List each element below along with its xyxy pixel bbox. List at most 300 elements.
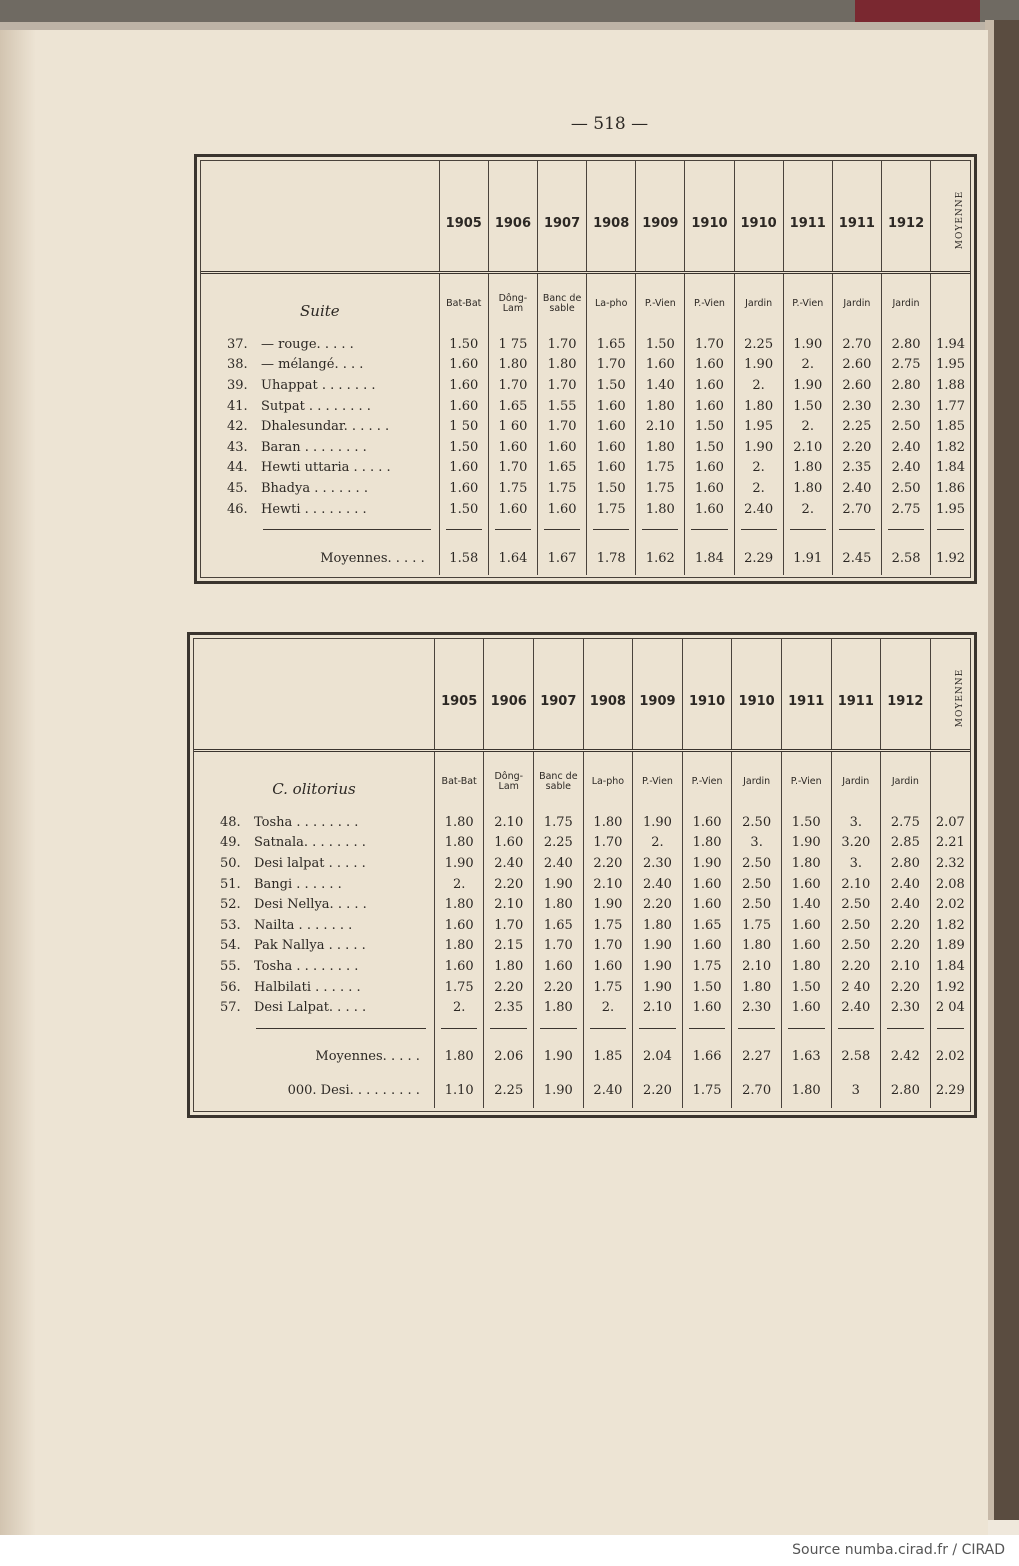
row-name: Baran . . . . . . . . [261,439,367,455]
place-header: Jardin [832,273,881,335]
table-row [201,334,970,355]
table-cell: 1.60 [636,355,685,376]
table-cell: 1.95 [931,355,970,376]
average-row [194,1040,970,1074]
row-name: Tosha . . . . . . . . [254,814,359,830]
table-cell: 1.70 [537,416,586,437]
table-cell: 1.88 [931,375,970,396]
table-cell: 1.89 [930,936,970,957]
table-cell: 1.60 [488,437,537,458]
table-cell: 1.50 [587,478,636,499]
table-cell: 2.70 [832,334,881,355]
row-name: Desi lalpat . . . . . [254,855,366,871]
table-cell: 2.35 [832,458,881,479]
table-cell: 2.50 [881,416,930,437]
table-cell: 1.80 [537,355,586,376]
table-cell: 1.90 [534,874,584,895]
table-c-olitorius [187,632,977,1118]
place-header: Jardin [881,751,931,813]
average-cell: 1.90 [534,1040,584,1074]
average-cell: 3 [831,1074,881,1108]
table-row [194,812,970,833]
table-cell: 1.70 [534,936,584,957]
table-row [201,416,970,437]
table-cell: 2.20 [534,977,584,998]
average-cell: 1.58 [439,541,488,575]
row-number: 39. [227,377,248,393]
row-name: Pak Nallya . . . . . [254,938,366,954]
table-cell: 1.60 [781,997,831,1018]
average-cell: 1.67 [537,541,586,575]
average-cell: 2.29 [734,541,783,575]
year-header: 1911 [781,639,831,751]
year-header: 1909 [633,639,683,751]
year-header: 1910 [682,639,732,751]
average-cell: 1.78 [587,541,636,575]
table-cell: 1.82 [931,437,970,458]
row-number: 45. [227,480,248,496]
table-cell: 1.86 [931,478,970,499]
place-header: P.-Vien [783,273,832,335]
place-header: P.-Vien [682,751,732,813]
average-label: Moyennes. . . . . [320,550,425,566]
table-cell: 1.60 [537,499,586,520]
moyenne-header-cell [930,639,970,751]
table-cell: 1.40 [636,375,685,396]
row-label [194,956,434,977]
place-header: P.-Vien [685,273,734,335]
table-cell: 1.60 [439,396,488,417]
table-cell: 1.80 [636,499,685,520]
table-cell: 1.80 [781,853,831,874]
table-cell: 1.90 [583,894,633,915]
table-cell: 1.55 [537,396,586,417]
page-number: — 518 — [570,114,649,134]
row-name: — rouge. . . . . [261,336,354,352]
place-header-row [201,273,970,335]
average-cell: 2.20 [633,1074,683,1108]
separator-rule [732,1018,782,1040]
table-row [201,499,970,520]
separator-rule [734,519,783,541]
table-cell: 1.90 [633,936,683,957]
table-cell: 1.75 [488,478,537,499]
average-cell: 1.10 [434,1074,484,1108]
table-cell: 2.40 [881,437,930,458]
row-name: Dhalesundar. . . . . . [261,419,390,435]
table-cell: 1.82 [930,915,970,936]
row-name: Uhappat . . . . . . . [261,377,376,393]
table-cell: 2. [783,499,832,520]
table-cell: 1.60 [682,936,732,957]
table-cell: 1.40 [781,894,831,915]
book-fore-edge [985,20,1019,1520]
row-name: Hewti . . . . . . . . [261,501,367,517]
table-cell: 1.90 [734,437,783,458]
separator-rule [583,1018,633,1040]
separator-rule [636,519,685,541]
table-cell: 2.21 [930,833,970,854]
year-header: 1906 [484,639,534,751]
row-name: Nailta . . . . . . . [254,917,353,933]
table-cell: 1.60 [434,956,484,977]
year-header: 1911 [783,161,832,273]
table-cell: 2.80 [881,334,930,355]
row-number: 56. [220,979,241,995]
table-cell: 2.40 [734,499,783,520]
table-cell: 1.65 [488,396,537,417]
row-label [201,437,439,458]
table-cell: 1.70 [488,375,537,396]
place-header-blank [931,273,970,335]
table-cell: 2.10 [633,997,683,1018]
table-row [201,355,970,376]
table-cell: 1.75 [682,956,732,977]
table-row [194,833,970,854]
table-cell: 1.75 [636,478,685,499]
place-header: Banc de sable [534,751,584,813]
row-label [201,396,439,417]
table-cell: 1.60 [685,396,734,417]
table-row [194,977,970,998]
year-header: 1907 [534,639,584,751]
row-label [194,874,434,895]
table-cell: 1.70 [537,375,586,396]
table-cell: 1.80 [583,812,633,833]
separator-rule [783,519,832,541]
table-row [201,458,970,479]
table-cell: 2. [734,478,783,499]
table-cell: 1.90 [734,355,783,376]
table-cell: 2.35 [484,997,534,1018]
table-row [201,375,970,396]
table-cell: 1.50 [439,499,488,520]
table-cell: 1.60 [537,437,586,458]
table-cell: 1.60 [587,458,636,479]
average-cell: 2.45 [832,541,881,575]
year-header: 1908 [587,161,636,273]
data-table [201,161,970,575]
header-blank [201,161,439,273]
row-label [194,894,434,915]
table-cell: 2.30 [832,396,881,417]
table-cell: 2.20 [484,874,534,895]
table-cell: 1.80 [636,396,685,417]
table-cell: 1.70 [685,334,734,355]
separator-rule [194,1018,434,1040]
row-number: 54. [220,938,241,954]
place-header: P.-Vien [633,751,683,813]
separator-row [201,519,970,541]
table-row [194,936,970,957]
table-cell: 1.70 [583,833,633,854]
table-cell: 1.80 [734,396,783,417]
table-cell: 2.25 [734,334,783,355]
table-cell: 1 60 [488,416,537,437]
table-cell: 1.80 [783,458,832,479]
table-cell: 2.20 [881,915,931,936]
place-header: Jardin [734,273,783,335]
separator-rule [781,1018,831,1040]
average-row [194,1074,970,1108]
place-header: La-pho [583,751,633,813]
table-row [194,874,970,895]
row-label [201,334,439,355]
table-cell: 1.80 [732,936,782,957]
row-number: 37. [227,336,248,352]
table-cell: 1.50 [682,977,732,998]
table-cell: 3.20 [831,833,881,854]
separator-rule [587,519,636,541]
row-number: 48. [220,814,241,830]
year-header: 1908 [583,639,633,751]
year-header: 1910 [734,161,783,273]
year-header: 1911 [831,639,881,751]
table-cell: 2.40 [881,894,931,915]
table-cell: 2.15 [484,936,534,957]
table-cell: 2.20 [881,936,931,957]
table-cell: 1.65 [537,458,586,479]
table-cell: 1.80 [783,478,832,499]
row-name: Desi Nellya. . . . . [254,897,367,913]
row-name: Tosha . . . . . . . . [254,958,359,974]
table-cell: 1.60 [682,997,732,1018]
table-cell: 1.90 [633,812,683,833]
year-header: 1912 [881,161,930,273]
row-number: 53. [220,917,241,933]
table-cell: 1.80 [636,437,685,458]
table-cell: 2.50 [732,874,782,895]
place-header: La-pho [587,273,636,335]
row-label [194,915,434,936]
table-cell: 1.65 [534,915,584,936]
table-cell: 1.85 [931,416,970,437]
table-cell: 1.60 [439,375,488,396]
table-cell: 2.40 [484,853,534,874]
row-label [201,478,439,499]
year-header: 1909 [636,161,685,273]
table-cell: 1.60 [587,396,636,417]
gutter-shadow [0,30,36,1535]
table-cell: 2.08 [930,874,970,895]
separator-rule [682,1018,732,1040]
average-cell: 1.62 [636,541,685,575]
row-number: 42. [227,419,248,435]
table-row [194,894,970,915]
table-cell: 2. [633,833,683,854]
section-label: Suite [300,302,340,320]
average-cell: 2.40 [583,1074,633,1108]
table-cell: 2. [734,458,783,479]
table-cell: 1.60 [583,956,633,977]
table-cell: 1.60 [781,915,831,936]
table-cell: 1.70 [484,915,534,936]
table-cell: 1.50 [685,416,734,437]
table-cell: 1.60 [534,956,584,977]
table-suite [194,154,977,584]
table-cell: 1.75 [534,812,584,833]
table-row [194,997,970,1018]
table-cell: 1.84 [930,956,970,977]
row-number: 44. [227,460,248,476]
table-cell: 2.50 [831,915,881,936]
average-cell: 1.75 [682,1074,732,1108]
row-name: Hewti uttaria . . . . . [261,460,391,476]
separator-row [194,1018,970,1040]
table-cell: 1.90 [633,977,683,998]
table-row [201,478,970,499]
average-label: 000. Desi. . . . . . . . . [287,1083,420,1099]
table-cell: 2. [734,375,783,396]
table-cell: 1.90 [783,375,832,396]
table-cell: 1.65 [682,915,732,936]
average-row [201,541,970,575]
table-cell: 1.80 [488,355,537,376]
table-cell: 2. [583,997,633,1018]
table-cell: 1 75 [488,334,537,355]
table-cell: 2.10 [583,874,633,895]
table-cell: 1.65 [587,334,636,355]
table-cell: 1.75 [636,458,685,479]
average-cell: 1.91 [783,541,832,575]
place-header-row [194,751,970,813]
place-header: Dông-Lam [484,751,534,813]
table-cell: 1 50 [439,416,488,437]
table-row [201,396,970,417]
table-cell: 1.80 [434,833,484,854]
year-header: 1912 [881,639,931,751]
table-cell: 1.60 [439,458,488,479]
separator-rule [633,1018,683,1040]
table-cell: 2.80 [881,375,930,396]
table-cell: 1.70 [587,355,636,376]
place-header: Banc de sable [537,273,586,335]
table-cell: 2.40 [534,853,584,874]
separator-rule [484,1018,534,1040]
table-cell: 1.60 [682,894,732,915]
year-header: 1911 [832,161,881,273]
table-cell: 2.30 [881,997,931,1018]
table-cell: 1.80 [633,915,683,936]
table-cell: 1.60 [682,812,732,833]
separator-rule [439,519,488,541]
table-cell: 1.60 [685,478,734,499]
row-number: 43. [227,439,248,455]
table-cell: 2.70 [832,499,881,520]
table-cell: 1.75 [587,499,636,520]
table-cell: 2.40 [881,458,930,479]
table-cell: 1.80 [732,977,782,998]
table-cell: 1.60 [685,355,734,376]
row-label [194,833,434,854]
row-name: — mélangé. . . . [261,357,364,373]
table-cell: 2 40 [831,977,881,998]
table-cell: 2.20 [484,977,534,998]
year-header: 1907 [537,161,586,273]
table-cell: 2.20 [831,956,881,977]
average-cell: 1.64 [488,541,537,575]
row-label [194,812,434,833]
table-cell: 2.10 [732,956,782,977]
table-cell: 2.60 [832,375,881,396]
table-cell: 1.50 [685,437,734,458]
row-label [201,499,439,520]
row-number: 49. [220,835,241,851]
separator-rule [881,1018,931,1040]
place-header: P.-Vien [781,751,831,813]
average-label: Moyennes. . . . . [315,1049,420,1065]
table-cell: 1.90 [434,853,484,874]
table-cell: 1.60 [587,416,636,437]
average-cell: 2.02 [930,1040,970,1074]
separator-rule [201,519,439,541]
table-cell: 1.84 [931,458,970,479]
average-cell: 2.06 [484,1040,534,1074]
row-label [201,355,439,376]
table-cell: 1.60 [781,936,831,957]
table-cell: 1.60 [439,355,488,376]
table-cell: 2.40 [832,478,881,499]
table-cell: 2. [434,874,484,895]
table-cell: 1.50 [439,437,488,458]
table-cell: 1.70 [488,458,537,479]
average-cell: 2.42 [881,1040,931,1074]
table-cell: 1.60 [781,874,831,895]
table-cell: 2.20 [881,977,931,998]
table-cell: 1.50 [439,334,488,355]
table-row [201,437,970,458]
table-cell: 2.40 [633,874,683,895]
average-cell: 2.04 [633,1040,683,1074]
table-cell: 2.75 [881,355,930,376]
table-cell: 2.30 [633,853,683,874]
table-cell: 2.20 [832,437,881,458]
row-number: 41. [227,398,248,414]
row-number: 51. [220,876,241,892]
row-name: Bangi . . . . . . [254,876,342,892]
row-label [201,458,439,479]
separator-rule [685,519,734,541]
average-cell: 1.63 [781,1040,831,1074]
bookmark-ribbon [855,0,980,22]
table-cell: 2.50 [881,478,930,499]
table-cell: 2.07 [930,812,970,833]
year-header-row [201,161,970,273]
year-header: 1910 [732,639,782,751]
table-cell: 2.75 [881,499,930,520]
table-cell: 2.40 [881,874,931,895]
table-cell: 2.25 [832,416,881,437]
table-cell: 1.50 [783,396,832,417]
row-label [201,416,439,437]
table-cell: 2.10 [484,812,534,833]
table-cell: 2.75 [881,812,931,833]
moyenne-header: MOYENNE [955,190,966,249]
average-cell: 2.58 [831,1040,881,1074]
table-cell: 2.40 [831,997,881,1018]
table-cell: 1.50 [587,375,636,396]
table-cell: 2.50 [831,894,881,915]
table-cell: 2. [434,997,484,1018]
table-cell: 1.60 [488,499,537,520]
row-name: Satnala. . . . . . . . [254,835,366,851]
average-cell: 2.27 [732,1040,782,1074]
table-cell: 2.10 [831,874,881,895]
average-cell: 2.58 [881,541,930,575]
table-cell: 1.70 [537,334,586,355]
table-cell: 1.90 [781,833,831,854]
row-label [201,375,439,396]
